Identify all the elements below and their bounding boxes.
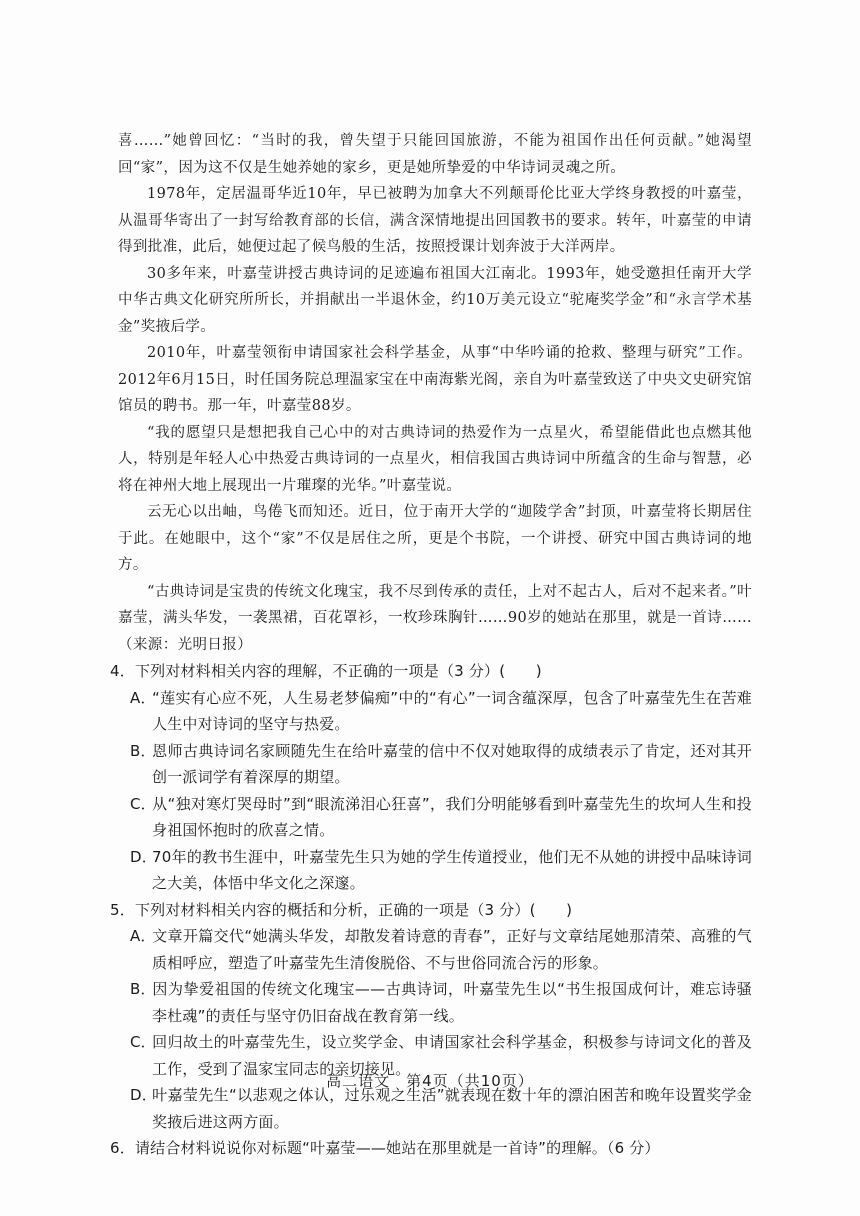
option-text: 从“独对寒灯哭母时”到“眼流涕泪心狂喜”，我们分明能够看到叶嘉莹先生的坎坷人生和投身祖国怀抱时的欣喜之情。 — [152, 794, 752, 839]
answer-option — [130, 976, 752, 1029]
option-letter: C． — [130, 794, 156, 813]
passage-paragraph: 30多年来，叶嘉莹讲授古典诗词的足迹遍布祖国大江南北。1993年，她受邀担任南开大学中华古典文化研究所所长，并捐献出一半退休金，约10万美元设立“驼庵奖学金”和“永言学术基金”奖掖后学。 — [118, 265, 752, 335]
passage-paragraph: 云无心以出岫，鸟倦飞而知还。近日，位于南开大学的“迦陵学舍”封顶，叶嘉莹将长期居住于此。在她眼中，这个“家”不仅是居住之所，更是个书院，一个讲授、研究中国古典诗词的地方。 — [118, 504, 752, 573]
option-text: 70年的教书生涯中，叶嘉莹先生只为她的学生传道授业，他们无不从她的讲授中品味诗词之大美，体悟中华文化之深邃。 — [152, 847, 752, 892]
question-block — [110, 897, 752, 1136]
page-footer: 高二语文 第4页（共10页） — [326, 1072, 534, 1090]
question-block — [110, 658, 752, 897]
question-stem: 6．请结合材料说说你对标题“叶嘉莹——她站在那里就是一首诗”的理解。（6 分） — [110, 1139, 660, 1157]
option-letter: B． — [130, 741, 156, 760]
option-text: “莲实有心应不死，人生易老梦偏痴”中的“有心”一词含蕴深厚，包含了叶嘉莹先生在苦难人生中对诗词的坚守与热爱。 — [152, 688, 752, 733]
question-stem: 5．下列对材料相关内容的概括和分析，正确的一项是（3 分）( ) — [110, 900, 573, 919]
option-text: 文章开篇交代“她满头华发，却散发着诗意的青春”，正好与文章结尾她那清荣、高雅的气质相呼应，塑造了叶嘉莹先生清俊脱俗、不与世俗同流合污的形象。 — [152, 927, 752, 972]
option-letter: A． — [130, 927, 156, 945]
answer-option — [130, 791, 752, 844]
option-letter: B． — [130, 980, 156, 998]
question-stem: 4．下列对材料相关内容的理解，不正确的一项是（3 分）( ) — [110, 662, 542, 680]
option-letter: D． — [130, 1086, 157, 1104]
option-letter: D． — [130, 847, 157, 866]
reading-passage — [118, 128, 752, 658]
passage-paragraph: “我的愿望只是想把我自己心中的对古典诗词的热爱作为一点星火，希望能借此也点燃其他人，特别是年轻人心中热爱古典诗词的一点星火，相信我国古典诗词中所蕴含的生命与智慧，必将在神州大地上展现出一片璀璨的光华。”叶嘉莹说。 — [118, 424, 752, 494]
question-block — [110, 1135, 752, 1162]
passage-paragraph: “古典诗词是宝贵的传统文化瑰宝，我不尽到传承的责任，上对不起古人，后对不起来者。”叶嘉莹，满头华发，一袭黑裙，百花罩衫，一枚珍珠胸针……90岁的她站在那里，就是一首诗……（来源：光明日报） — [118, 583, 752, 653]
option-text: 因为挚爱祖国的传统文化瑰宝——古典诗词，叶嘉莹先生以“书生报国成何计，难忘诗骚李杜魂”的责任与坚守仍旧奋战在教育第一线。 — [152, 980, 752, 1025]
passage-paragraph: 2010年，叶嘉莹领衔申请国家社会科学基金，从事“中华吟诵的抢救、整理与研究”工作。2012年6月15日，时任国务院总理温家宝在中南海紫光阁，亲自为叶嘉莹致送了中央文史研究馆馆员的聘书。那一年，叶嘉莹88岁。 — [118, 345, 752, 414]
answer-option — [130, 923, 752, 976]
passage-paragraph: 1978年，定居温哥华近10年，早已被聘为加拿大不列颠哥伦比亚大学终身教授的叶嘉莹，从温哥华寄出了一封写给教育部的长信，满含深情地提出回国教书的要求。转年，叶嘉莹的申请得到批准，此后，她便过起了候鸟般的生活，按照授课计划奔波于大洋两岸。 — [118, 186, 752, 255]
answer-option — [130, 844, 752, 897]
answer-option — [130, 685, 752, 738]
answer-option — [130, 738, 752, 791]
option-letter: C． — [130, 1033, 156, 1051]
option-text: 回归故土的叶嘉莹先生，设立奖学金、申请国家社会科学基金，积极参与诗词文化的普及工作，受到了温家宝同志的亲切接见。 — [152, 1033, 752, 1078]
option-letter: A． — [130, 688, 156, 707]
passage-paragraph: 喜……”她曾回忆：“当时的我，曾失望于只能回国旅游，不能为祖国作出任何贡献。”她渴望回“家”，因为这不仅是生她养她的家乡，更是她所挚爱的中华诗词灵魂之所。 — [118, 133, 752, 176]
option-text: 叶嘉莹先生“以悲观之体认，过乐观之生活”就表现在数十年的漂泊困苦和晚年设置奖学金奖掖后进这两方面。 — [152, 1086, 752, 1131]
page-content — [110, 128, 752, 1162]
option-text: 恩师古典诗词名家顾随先生在给叶嘉莹的信中不仅对她取得的成绩表示了肯定，还对其开创一派词学有着深厚的期望。 — [152, 741, 752, 786]
